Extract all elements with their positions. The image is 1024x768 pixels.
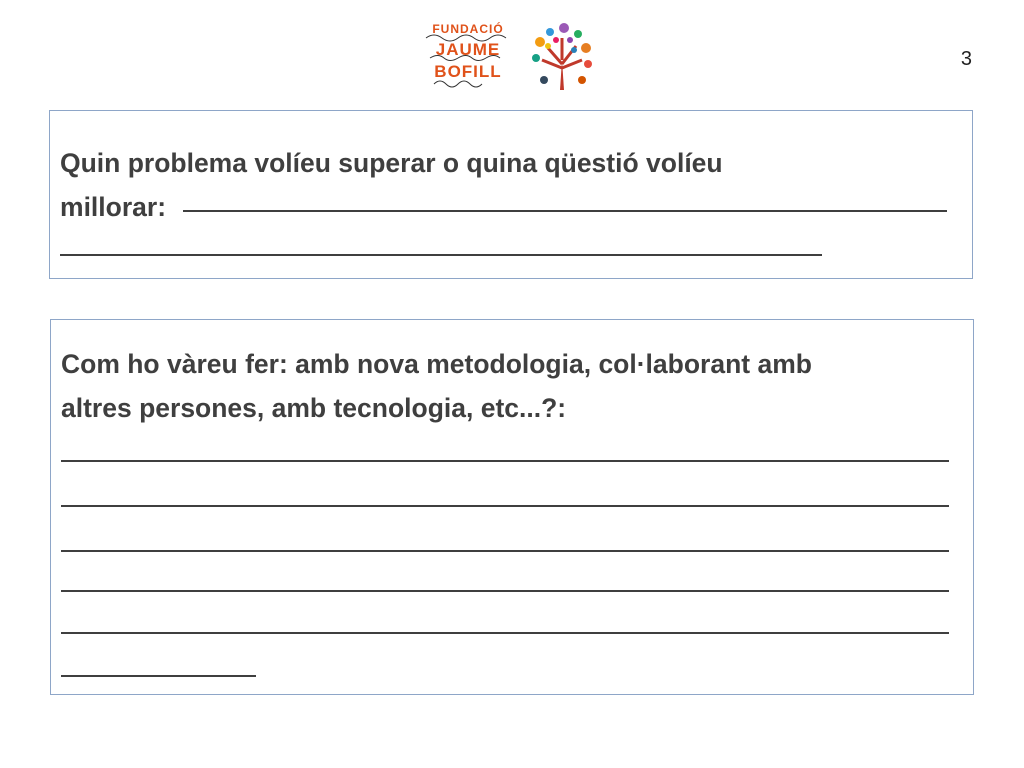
- page-number: 3: [960, 48, 972, 70]
- answer-line[interactable]: [61, 505, 949, 507]
- question-line: Quin problema volíeu superar o quina qüestió volíeu: [60, 148, 723, 178]
- answer-line[interactable]: [61, 550, 949, 552]
- question-line: millorar:: [60, 192, 167, 222]
- answer-line[interactable]: [60, 254, 822, 256]
- tree-icon: [526, 20, 598, 92]
- question-text-problem: [60, 141, 962, 229]
- logo-line-2: JAUME: [435, 40, 501, 59]
- logo-line-3: BOFILL: [434, 62, 502, 81]
- logo-line-1: FUNDACIÓ: [432, 22, 504, 36]
- answer-line[interactable]: [61, 590, 949, 592]
- question-box-problem: [49, 110, 973, 279]
- question-text-method: [61, 342, 963, 430]
- question-box-method: [50, 319, 974, 695]
- fundacio-jaume-bofill-logo: [420, 18, 516, 94]
- answer-line[interactable]: [61, 675, 256, 677]
- answer-line[interactable]: [61, 632, 949, 634]
- answer-line[interactable]: [183, 210, 947, 212]
- question-line: altres persones, amb tecnologia, etc...?:: [61, 393, 567, 423]
- answer-line[interactable]: [61, 460, 949, 462]
- question-line: Com ho vàreu fer: amb nova metodologia, col·laborant amb: [61, 349, 812, 379]
